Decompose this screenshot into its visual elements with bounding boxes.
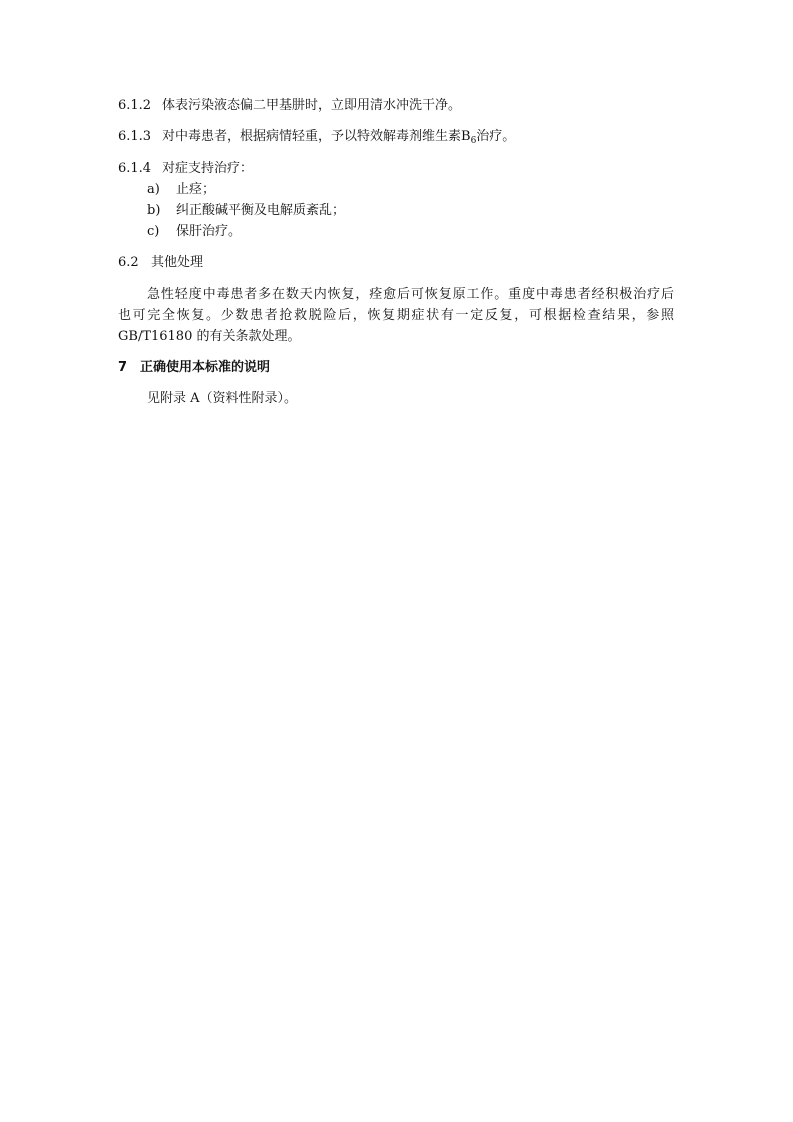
clause-text: 对中毒患者，根据病情轻重，予以特效解毒剂维生素B <box>162 129 471 144</box>
list-marker: c) <box>147 224 160 239</box>
list-marker: b) <box>147 203 161 218</box>
list-item <box>147 224 241 240</box>
list-item <box>147 203 345 219</box>
section-7-text: 见附录 A（资料性附录）。 <box>147 391 298 406</box>
clause-number: 6.1.4 <box>118 161 152 176</box>
clause-number: 6.2 <box>118 255 139 270</box>
list-item-text: 止痉； <box>176 182 216 197</box>
clause-6-1-2 <box>118 98 461 114</box>
clause-text: 体表污染液态偏二甲基肼时，立即用清水冲洗干净。 <box>162 98 462 113</box>
subscript: 6 <box>470 136 477 146</box>
clause-6-1-4 <box>118 161 253 177</box>
clause-text: 对症支持治疗： <box>162 161 254 176</box>
clause-6-1-3 <box>118 129 515 149</box>
clause-6-2-heading <box>118 255 203 271</box>
list-item-text: 保肝治疗。 <box>176 224 242 239</box>
paragraph-line: 也可完全恢复。少数患者抢救脱险后，恢复期症状有一定反复，可根据检查结果，参照 <box>118 308 674 323</box>
clause-number: 6.1.3 <box>118 129 152 144</box>
clause-number: 6.1.2 <box>118 98 152 113</box>
paragraph-line: 急性轻度中毒患者多在数天内恢复，痊愈后可恢复原工作。重度中毒患者经积极治疗后 <box>147 287 674 302</box>
section-number: 7 <box>118 360 128 375</box>
paragraph-line: GB/T16180 的有关条款处理。 <box>118 329 301 344</box>
list-marker: a) <box>147 182 160 197</box>
clause-title: 其他处理 <box>151 255 204 270</box>
section-7-heading <box>118 360 270 376</box>
clause-text-end: 治疗。 <box>476 129 516 144</box>
section-title: 正确使用本标准的说明 <box>140 360 271 375</box>
list-item-text: 纠正酸碱平衡及电解质紊乱； <box>176 203 346 218</box>
list-item <box>147 182 215 198</box>
